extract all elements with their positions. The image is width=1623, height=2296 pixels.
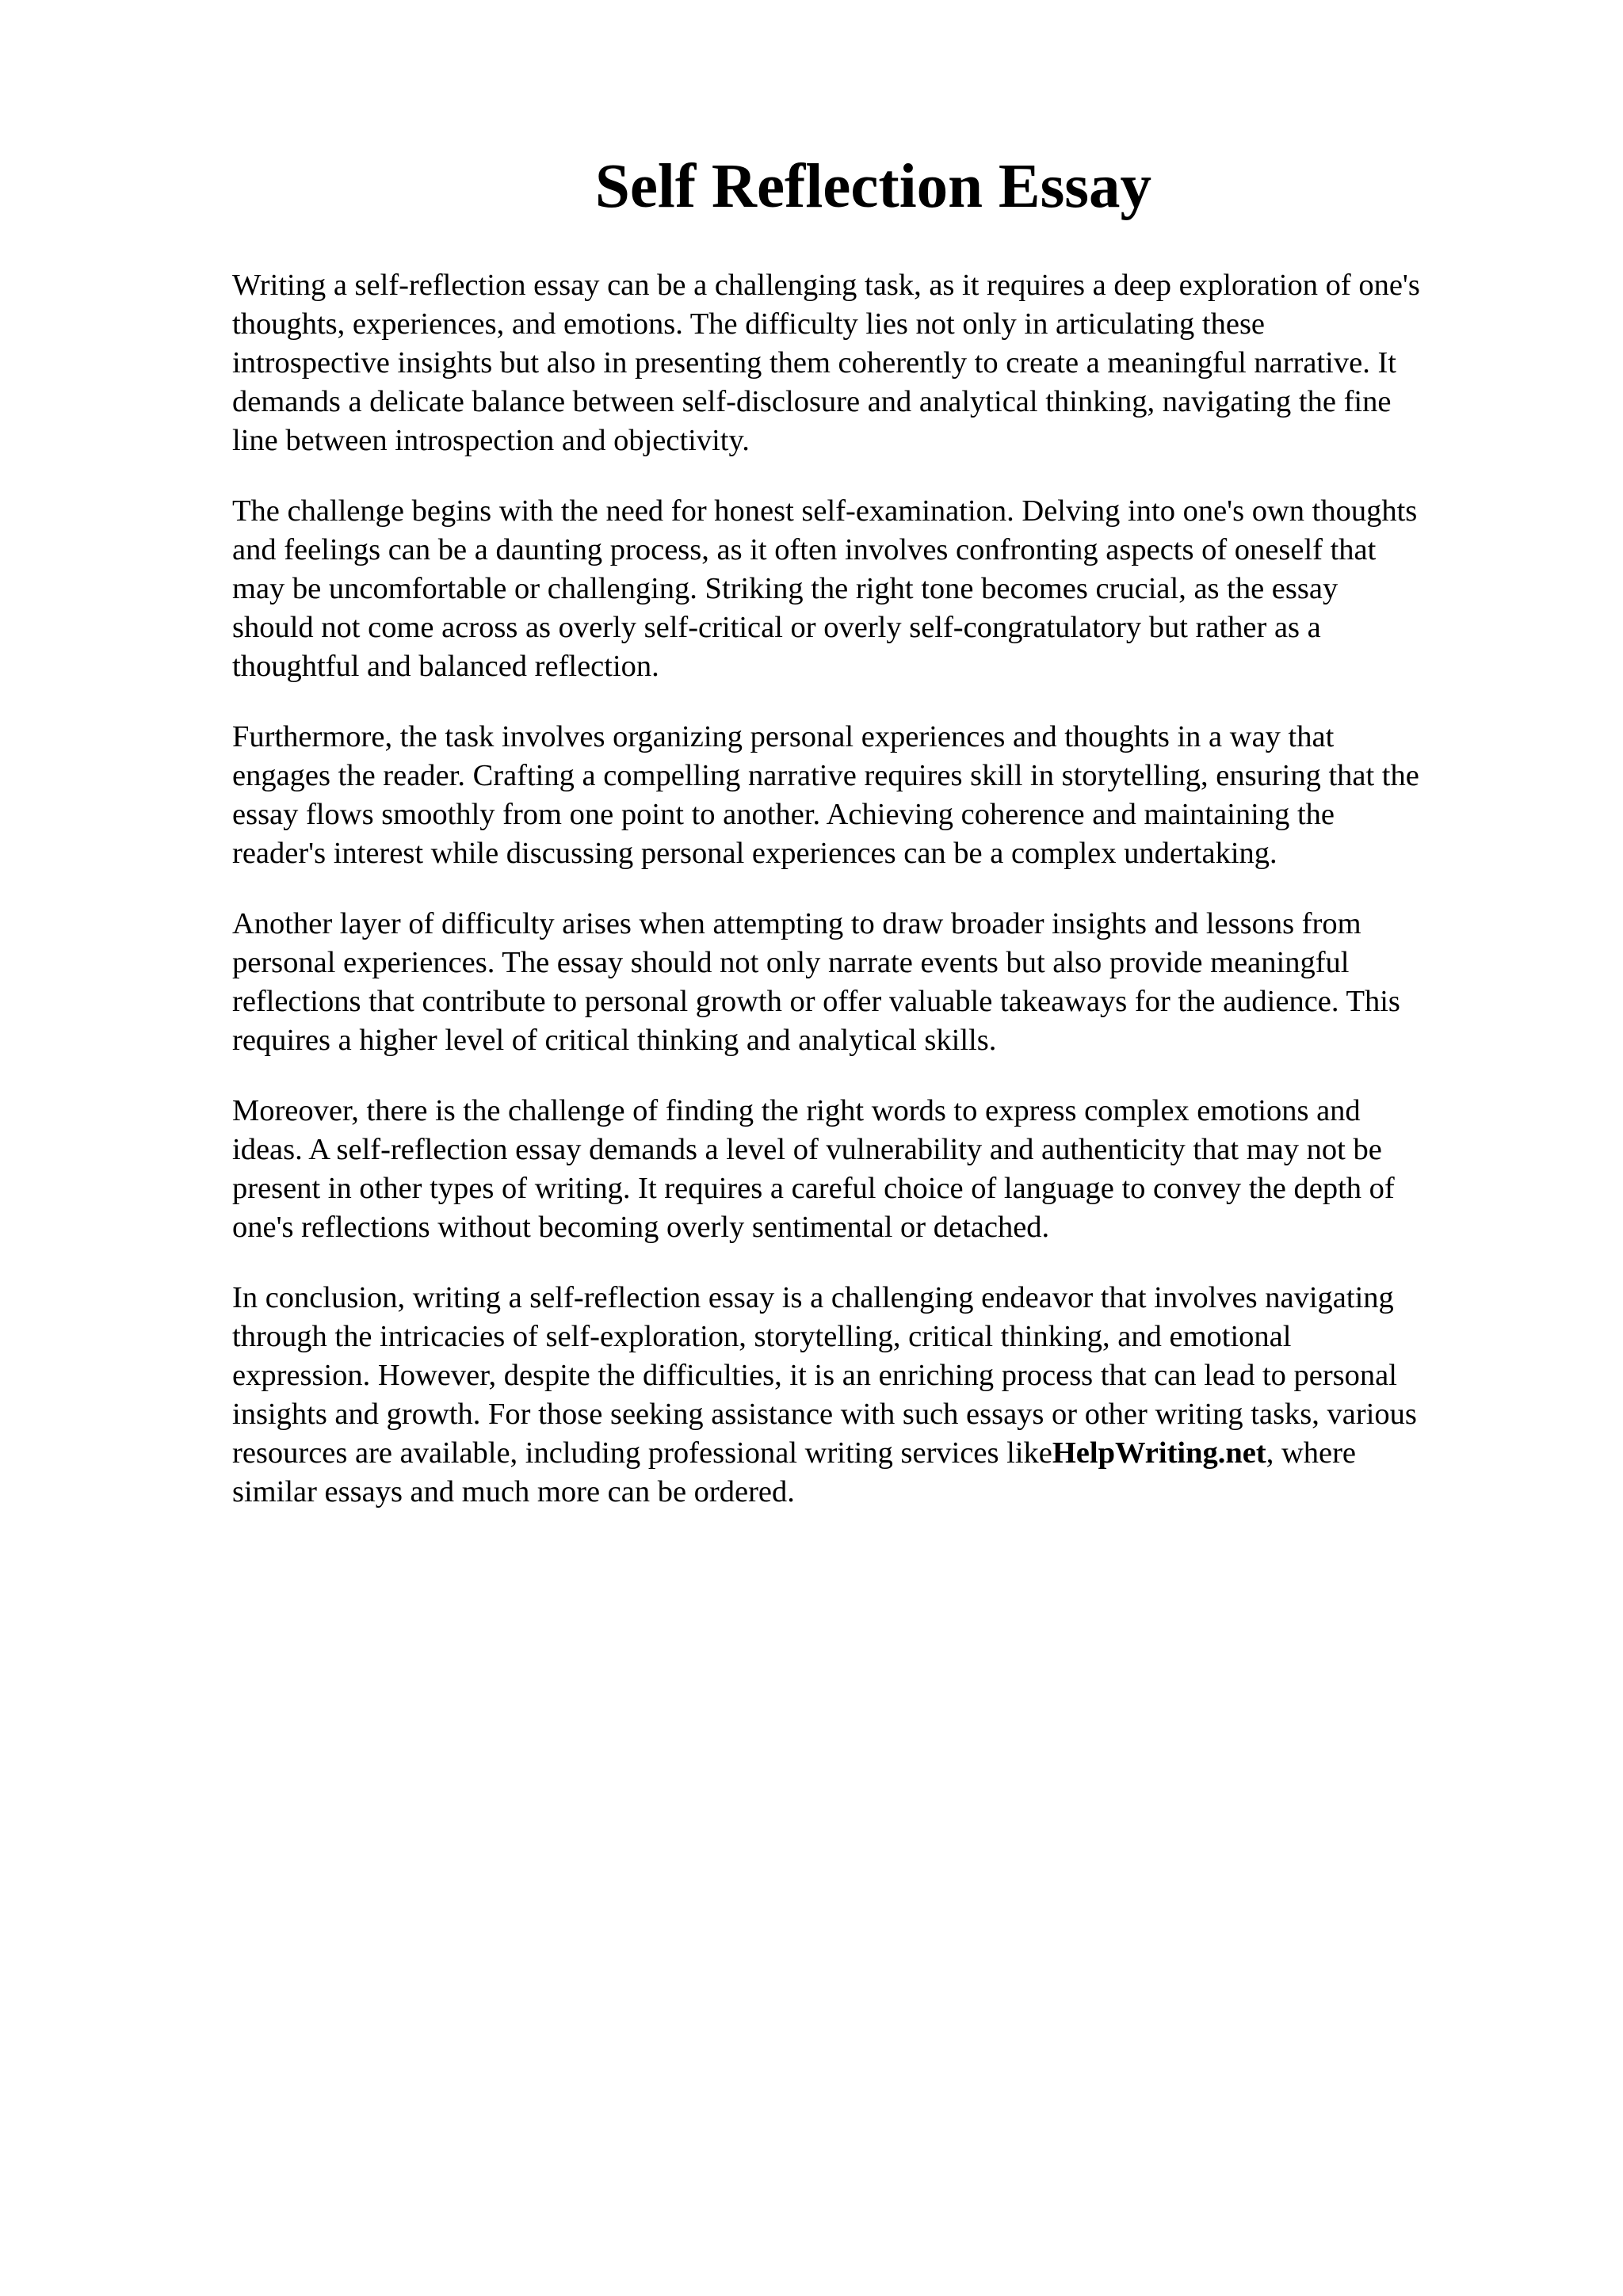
text-line: insights and growth. For those seeking assistance with such essays or other writing tasks, various — [232, 1398, 1417, 1431]
text-line: one's reflections without becoming overly sentimental or detached. — [232, 1211, 1050, 1244]
text-line: Writing a self-reflection essay can be a challenging task, as it requires a deep exploration of one's — [232, 269, 1420, 302]
text-line: line between introspection and objectivity. — [232, 424, 750, 457]
text-segment: , where — [1266, 1436, 1357, 1470]
paragraph-6 — [232, 1279, 1532, 1512]
essay-body — [232, 266, 1532, 1543]
text-line: In conclusion, writing a self-reflection essay is a challenging endeavor that involves navigating — [232, 1281, 1394, 1314]
paragraph-2 — [232, 492, 1532, 686]
text-line: Another layer of difficulty arises when attempting to draw broader insights and lessons from — [232, 907, 1361, 940]
text-line: present in other types of writing. It requires a careful choice of language to convey the depth of — [232, 1172, 1395, 1205]
text-line: reader's interest while discussing personal experiences can be a complex undertaking. — [232, 837, 1277, 870]
paragraph-4 — [232, 905, 1532, 1060]
text-segment: resources are available, including professional writing services like — [232, 1436, 1052, 1470]
paragraph-3 — [232, 718, 1532, 873]
text-line: thoughtful and balanced reflection. — [232, 650, 659, 683]
text-line: Moreover, there is the challenge of finding the right words to express complex emotions and — [232, 1094, 1361, 1127]
text-line: thoughts, experiences, and emotions. The difficulty lies not only in articulating these — [232, 307, 1266, 341]
text-line: Furthermore, the task involves organizing personal experiences and thoughts in a way that — [232, 720, 1335, 753]
text-line: similar essays and much more can be ordered. — [232, 1475, 795, 1508]
text-line: demands a delicate balance between self-disclosure and analytical thinking, navigating the fine — [232, 385, 1392, 418]
text-line: through the intricacies of self-exploration, storytelling, critical thinking, and emotional — [232, 1320, 1292, 1353]
paragraph-5 — [232, 1092, 1532, 1247]
text-line: reflections that contribute to personal growth or offer valuable takeaways for the audience. This — [232, 985, 1400, 1018]
text-line: essay flows smoothly from one point to another. Achieving coherence and maintaining the — [232, 798, 1335, 831]
text-line: should not come across as overly self-critical or overly self-congratulatory but rather as a — [232, 611, 1321, 644]
brand-name: HelpWriting.net — [1052, 1436, 1266, 1470]
text-line-with-brand — [232, 1434, 1532, 1473]
text-line: engages the reader. Crafting a compelling narrative requires skill in storytelling, ensuring that the — [232, 759, 1419, 792]
text-line: personal experiences. The essay should not only narrate events but also provide meaningful — [232, 946, 1350, 979]
text-line: may be uncomfortable or challenging. Striking the right tone becomes crucial, as the essay — [232, 572, 1338, 605]
text-line: requires a higher level of critical thinking and analytical skills. — [232, 1024, 997, 1057]
text-line: and feelings can be a daunting process, as it often involves confronting aspects of oneself that — [232, 533, 1377, 566]
page-title: Self Reflection Essay — [594, 152, 1152, 221]
text-line: The challenge begins with the need for honest self-examination. Delving into one's own thoughts — [232, 494, 1418, 528]
text-line: introspective insights but also in presenting them coherently to create a meaningful narrative. It — [232, 346, 1396, 379]
text-line: expression. However, despite the difficulties, it is an enriching process that can lead to personal — [232, 1359, 1397, 1392]
paragraph-1 — [232, 266, 1532, 460]
text-line: ideas. A self-reflection essay demands a level of vulnerability and authenticity that may not be — [232, 1133, 1382, 1166]
